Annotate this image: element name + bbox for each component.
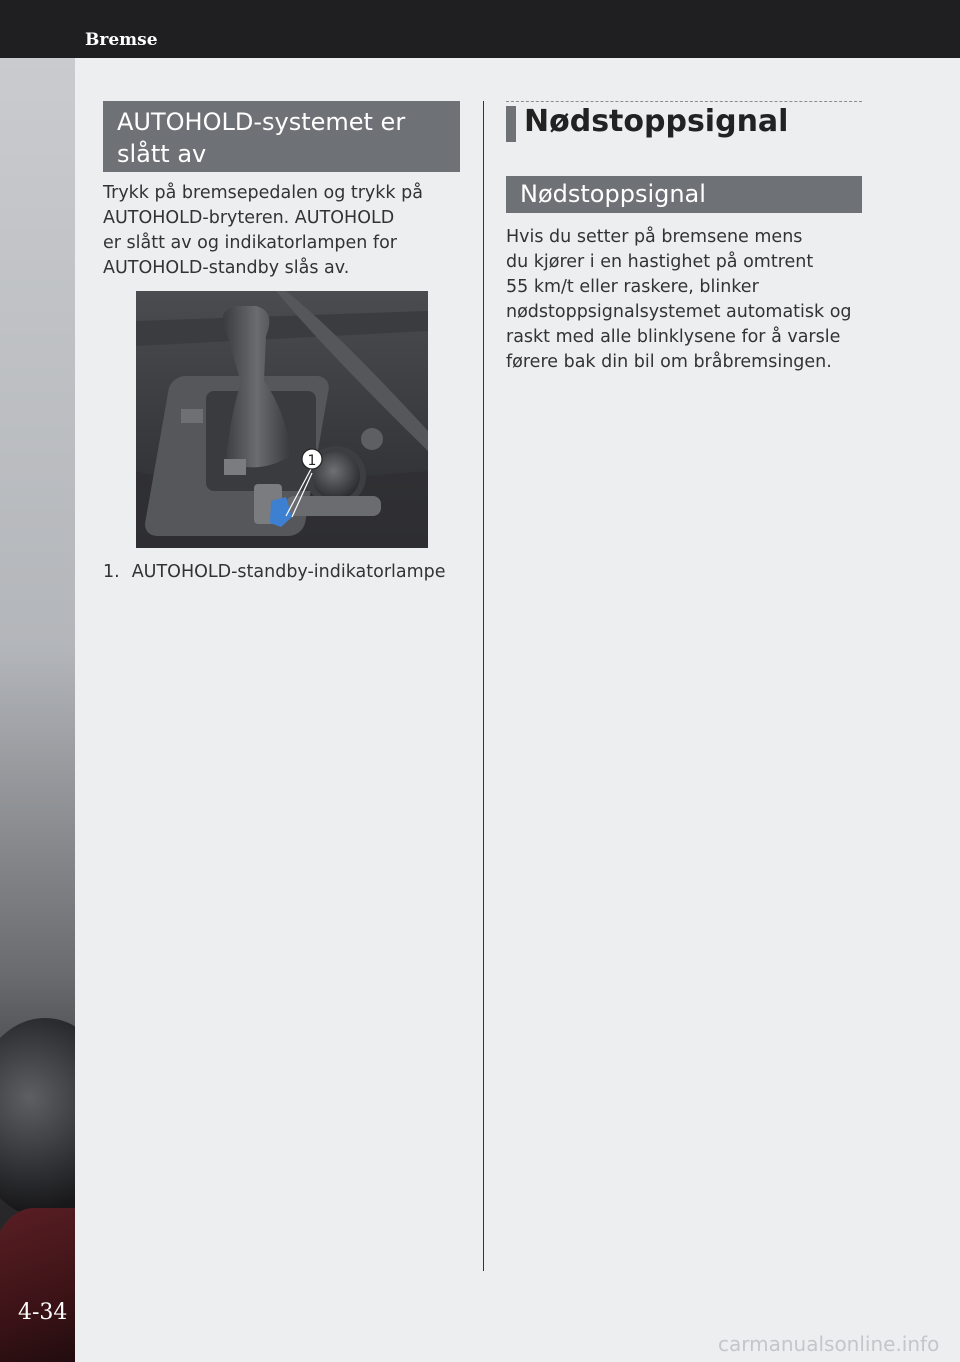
section-title-text: Nødstoppsignal xyxy=(524,104,789,139)
chapter-title: Bremse xyxy=(85,30,158,50)
watermark: carmanualsonline.info xyxy=(718,1332,940,1356)
figure-callout-number: 1 xyxy=(307,453,317,469)
section-heading-autohold-off xyxy=(103,101,460,172)
paragraph-line: nødstoppsignalsystemet automatisk og xyxy=(506,302,852,322)
dashboard-image xyxy=(0,1018,75,1218)
section-title-nodstoppsignal xyxy=(506,101,862,144)
paragraph-line: du kjører i en hastighet på omtrent xyxy=(506,252,814,272)
nodstoppsignal-paragraph xyxy=(506,225,866,375)
paragraph-line: Hvis du setter på bremsene mens xyxy=(506,227,803,247)
heading-accent-bar xyxy=(506,106,516,142)
figure-caption xyxy=(103,562,446,582)
paragraph-line: 55 km/t eller raskere, blinker xyxy=(506,277,759,297)
subheading-nodstoppsignal: Nødstoppsignal xyxy=(506,176,862,213)
column-divider xyxy=(483,101,484,1271)
heading-line-1: AUTOHOLD-systemet er xyxy=(117,108,406,136)
autohold-off-paragraph xyxy=(103,181,463,281)
caption-text: AUTOHOLD-standby-indikatorlampe xyxy=(131,562,446,582)
heading-line-2: slått av xyxy=(117,140,207,168)
sidebar-photo-strip xyxy=(0,58,75,1362)
paragraph-line: er slått av og indikatorlampen for xyxy=(103,233,397,253)
caption-number: 1. xyxy=(103,562,120,582)
paragraph-line: raskt med alle blinklysene for å varsle xyxy=(506,327,841,347)
header-bar xyxy=(0,0,960,58)
gear-shifter-photo xyxy=(136,291,428,548)
page-number: 4-34 xyxy=(18,1300,68,1325)
paragraph-line: Trykk på bremsepedalen og trykk på xyxy=(103,183,423,203)
paragraph-line: AUTOHOLD-bryteren. AUTOHOLD xyxy=(103,208,395,228)
paragraph-line: AUTOHOLD-standby slås av. xyxy=(103,258,350,278)
seat-image xyxy=(0,1208,75,1362)
paragraph-line: førere bak din bil om bråbremsingen. xyxy=(506,352,832,372)
